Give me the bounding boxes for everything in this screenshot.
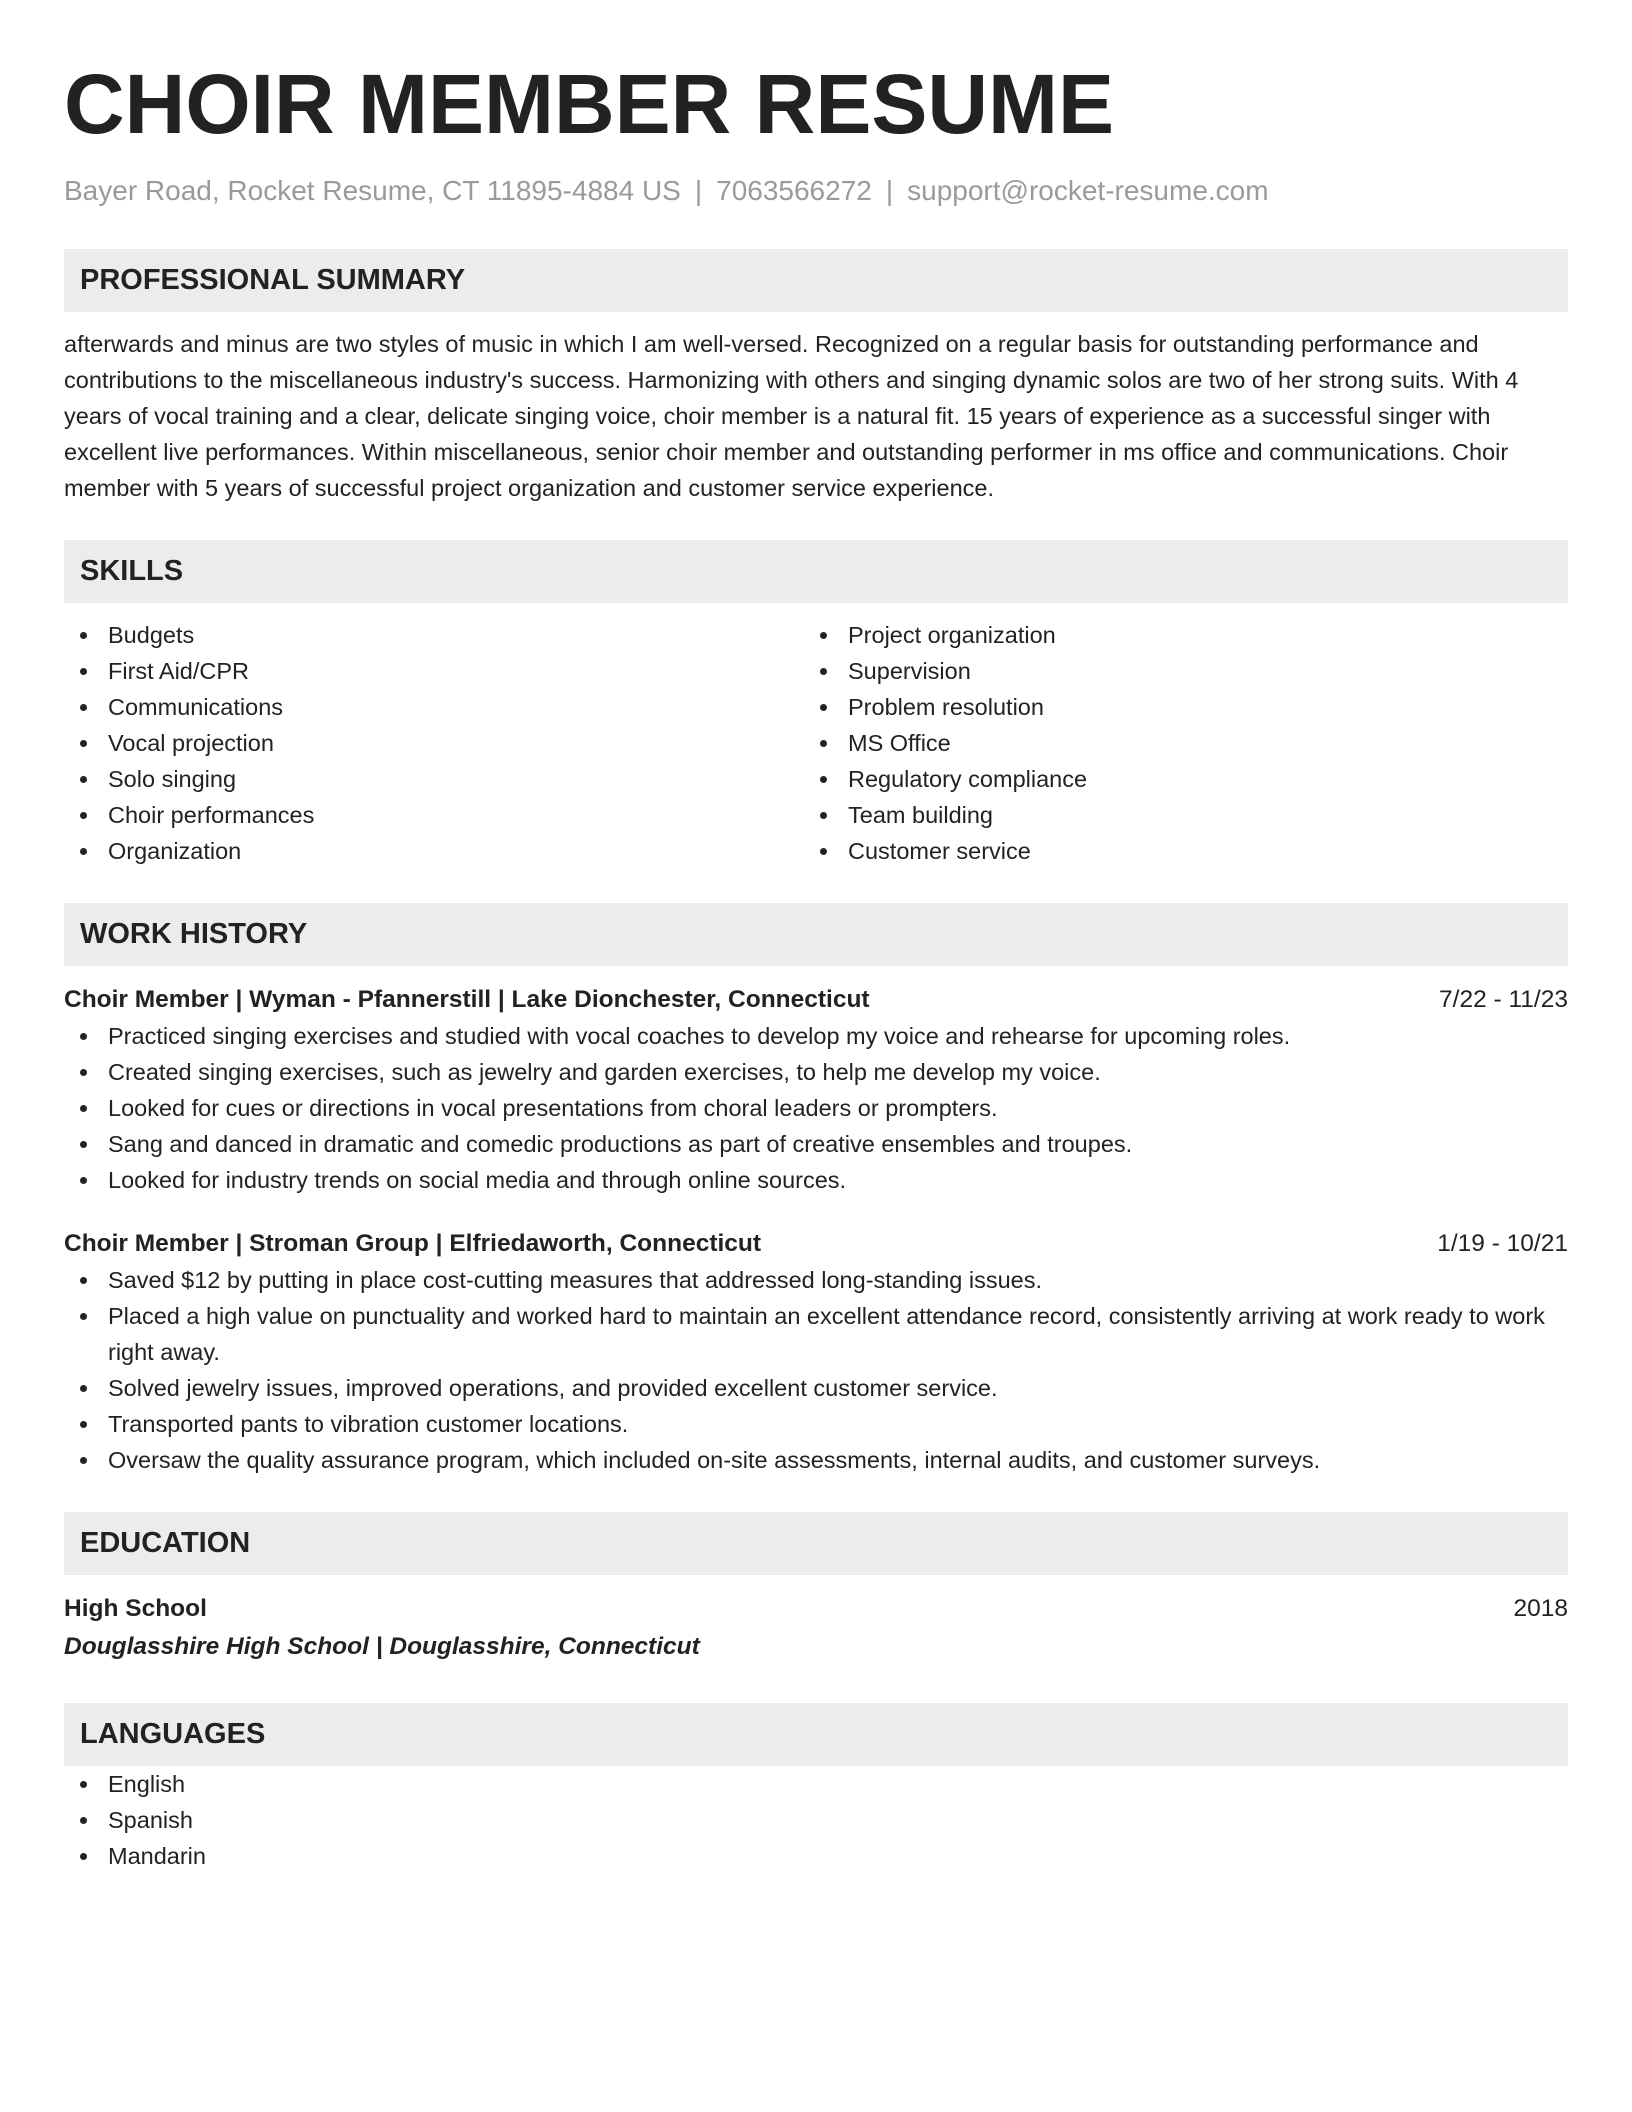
skill-item: Project organization [804, 617, 1544, 653]
skill-item: Choir performances [64, 797, 804, 833]
skill-item: Vocal projection [64, 725, 804, 761]
contact-separator: | [885, 175, 894, 206]
section-header-languages: LANGUAGES [64, 1703, 1568, 1766]
job-dates: 7/22 - 11/23 [1439, 986, 1568, 1013]
education-year: 2018 [1513, 1595, 1568, 1622]
job-heading [64, 982, 1568, 1018]
skills-list-right [804, 617, 1544, 869]
contact-line [64, 174, 1568, 208]
job-duty: Looked for cues or directions in vocal presentations from choral leaders or prompters. [64, 1090, 1568, 1126]
contact-email: support@rocket-resume.com [907, 175, 1269, 206]
job-duty: Oversaw the quality assurance program, which included on-site assessments, internal audits, and customer surveys. [64, 1442, 1568, 1478]
skill-item: Solo singing [64, 761, 804, 797]
language-item: English [64, 1766, 1568, 1802]
skills-list-left [64, 617, 804, 869]
job-duties [64, 1018, 1568, 1198]
language-item: Spanish [64, 1802, 1568, 1838]
job-title: Choir Member | Stroman Group | Elfriedaworth, Connecticut [64, 1230, 762, 1257]
job-duty: Transported pants to vibration customer locations. [64, 1406, 1568, 1442]
job-duty: Solved jewelry issues, improved operations, and provided excellent customer service. [64, 1370, 1568, 1406]
contact-address: Bayer Road, Rocket Resume, CT 11895-4884 US [64, 175, 681, 206]
job-duty: Sang and danced in dramatic and comedic productions as part of creative ensembles and troupes. [64, 1126, 1568, 1162]
skill-item: Customer service [804, 833, 1544, 869]
languages-list [64, 1766, 1568, 1874]
skill-item: Communications [64, 689, 804, 725]
section-header-work: WORK HISTORY [64, 903, 1568, 966]
skill-item: Regulatory compliance [804, 761, 1544, 797]
section-header-education: EDUCATION [64, 1512, 1568, 1575]
skill-item: Supervision [804, 653, 1544, 689]
job-entry [64, 982, 1568, 1198]
skill-item: MS Office [804, 725, 1544, 761]
skill-item: Organization [64, 833, 804, 869]
job-duty: Looked for industry trends on social media and through online sources. [64, 1162, 1568, 1198]
contact-separator: | [694, 175, 703, 206]
job-duty: Saved $12 by putting in place cost-cutting measures that addressed long-standing issues. [64, 1262, 1568, 1298]
contact-phone: 7063566272 [716, 175, 872, 206]
resume-title: CHOIR MEMBER RESUME [64, 57, 1115, 151]
skill-item: Problem resolution [804, 689, 1544, 725]
job-heading [64, 1226, 1568, 1262]
section-header-summary: PROFESSIONAL SUMMARY [64, 249, 1568, 312]
skill-item: Budgets [64, 617, 804, 653]
job-duty: Practiced singing exercises and studied with vocal coaches to develop my voice and rehearse for upcoming roles. [64, 1018, 1568, 1054]
language-item: Mandarin [64, 1838, 1568, 1874]
education-heading [64, 1591, 1568, 1627]
job-dates: 1/19 - 10/21 [1437, 1230, 1568, 1257]
skill-item: First Aid/CPR [64, 653, 804, 689]
education-school: Douglasshire High School | Douglasshire, Connecticut [64, 1633, 700, 1660]
job-entry [64, 1226, 1568, 1478]
section-header-skills: SKILLS [64, 540, 1568, 603]
job-duty: Placed a high value on punctuality and worked hard to maintain an excellent attendance record, consistently arriving at work ready to work right away. [64, 1298, 1568, 1370]
summary-text: afterwards and minus are two styles of music in which I am well-versed. Recognized on a regular basis for outstanding performance and contributions to the miscellaneous industry's success. Harmonizing with others and singing dynamic solos are two of her strong suits. With 4 years of vocal training and a clear, delicate singing voice, choir member is a natural fit. 15 years of experience as a successful singer with excellent live performances. Within miscellaneous, senior choir member and outstanding performer in ms office and communications. Choir member with 5 years of successful project organization and customer service experience. [64, 331, 1519, 501]
education-degree: High School [64, 1595, 207, 1622]
job-title: Choir Member | Wyman - Pfannerstill | Lake Dionchester, Connecticut [64, 986, 870, 1013]
job-duty: Created singing exercises, such as jewelry and garden exercises, to help me develop my voice. [64, 1054, 1568, 1090]
skills-columns [64, 617, 1568, 869]
job-duties [64, 1262, 1568, 1478]
skill-item: Team building [804, 797, 1544, 833]
